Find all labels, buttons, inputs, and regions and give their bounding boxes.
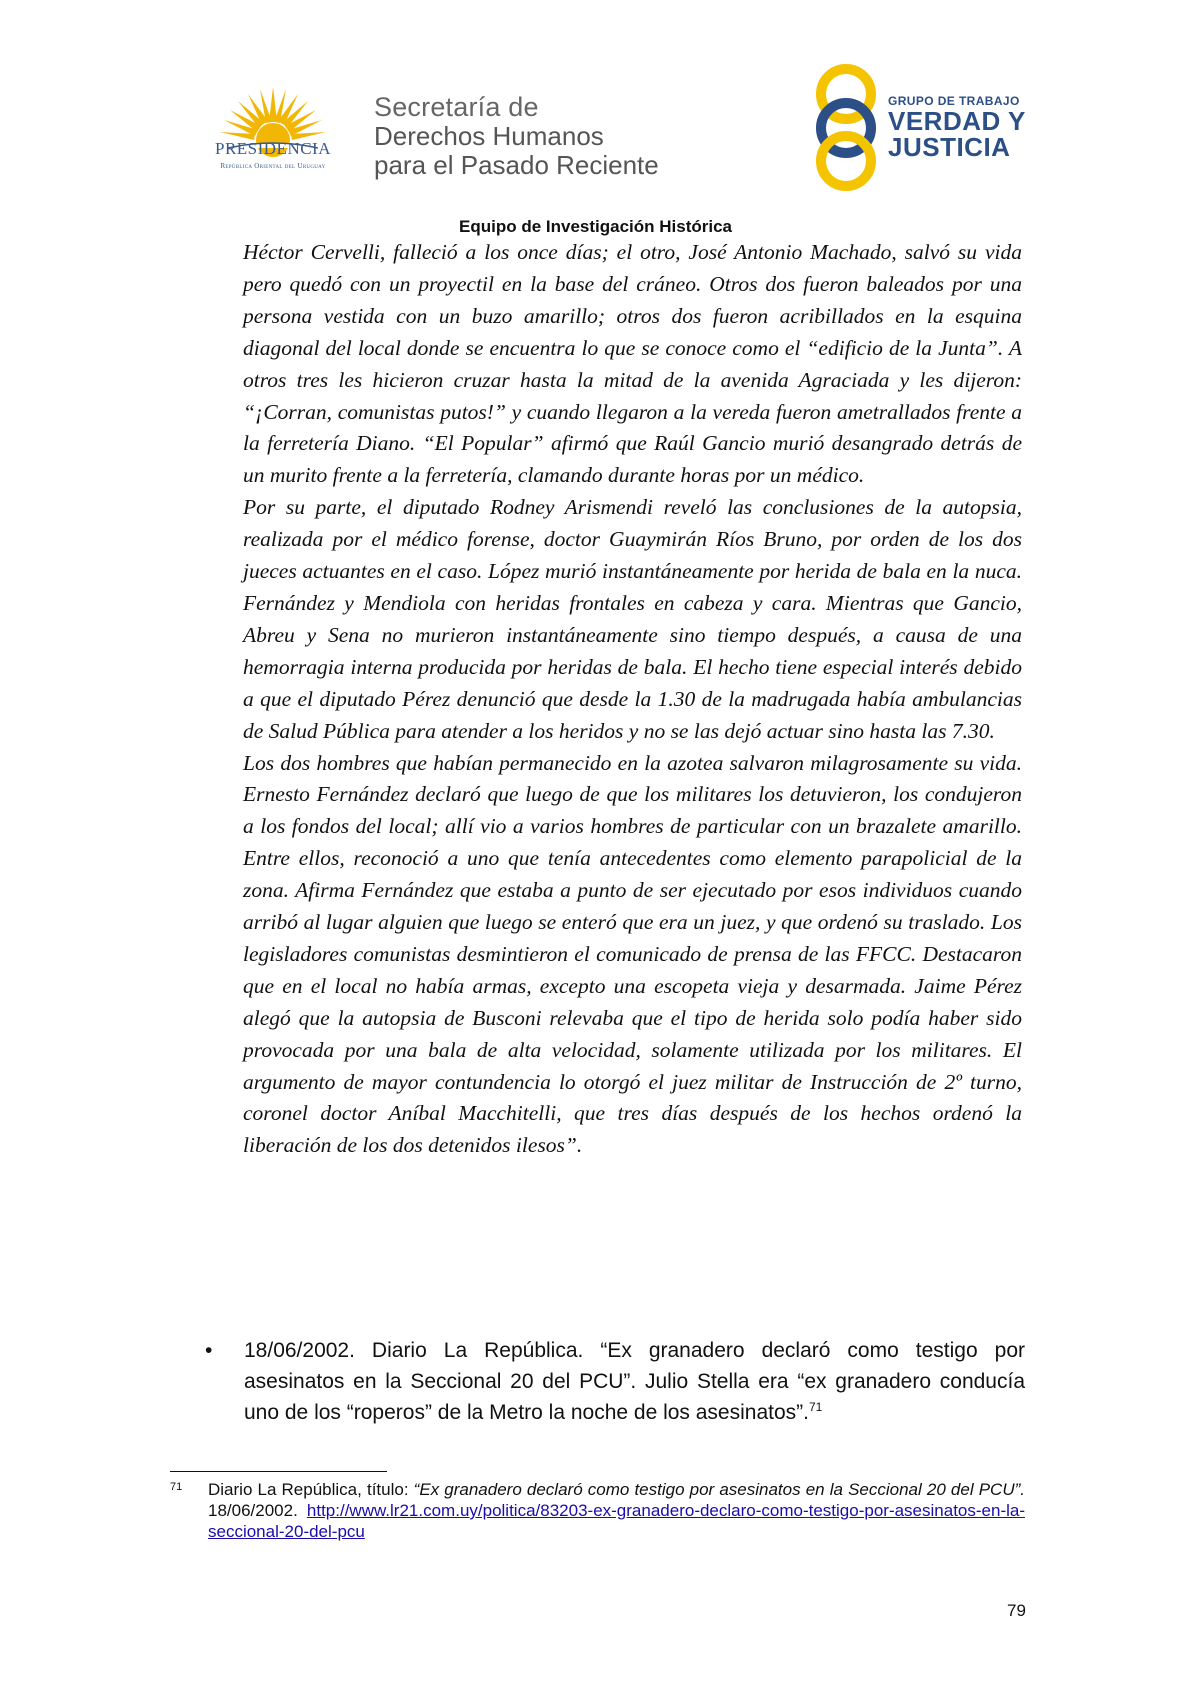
quoted-body — [243, 237, 1022, 1162]
bullet-text-block — [244, 1335, 1025, 1428]
page-header — [0, 0, 1191, 236]
footnote-text — [208, 1479, 1025, 1542]
footnote-title: “Ex granadero declaró como testigo por asesinatos en la Seccional 20 del PCU”. — [413, 1480, 1025, 1499]
body-paragraph-3: Los dos hombres que habían permanecido en la azotea salvaron milagrosamente su vida. Ernesto Fernández declaró que luego de que los militares los detuvieron, los condujeron a los fondos del local; allí vio a varios hombres de particular con un brazalete amarillo. Entre ellos, reconoció a uno que tenía antecedentes como elemento parapolicial de la zona. Afirma Fernández que estaba a punto de ser ejecutado por esos individuos cuando arribó al lugar alguien que luego se enteró que era un juez, y que ordenó su traslado. Los legisladores comunistas desmintieron el comunicado de prensa de las FFCC. Destacaron que en el local no había armas, excepto una escopeta vieja y desarmada. Jaime Pérez alegó que la autopsia de Busconi relevaba que el tipo de herida solo podía haber sido provocada por una bala de alta velocidad, solamente utilizada por los militares. El argumento de mayor contundencia lo otorgó el juez militar de Instrucción de 2º turno, coronel doctor Aníbal Macchitelli, que tres días después de los hechos ordenó la liberación de los dos detenidos ilesos”. — [243, 750, 1022, 1158]
team-title: Equipo de Investigación Histórica — [459, 217, 732, 236]
gtvj-line1: VERDAD Y — [888, 106, 1026, 136]
footnote-link[interactable]: http://www.lr21.com.uy/politica/83203-ex-granadero-declaro-como-testigo-por-asesinatos-en-la-seccional-20-del-pcu — [208, 1501, 1025, 1541]
gtvj-line2: JUSTICIA — [888, 132, 1011, 162]
secretaria-title — [374, 92, 659, 180]
body-paragraph-2: Por su parte, el diputado Rodney Arismendi reveló las conclusiones de la autopsia, realizada por el médico forense, doctor Guaymirán Ríos Bruno, por orden de los dos jueces actuantes en el caso. López murió instantáneamente por herida de bala en la nuca. Fernández y Mendiola con heridas frontales en cabeza y cara. Mientras que Gancio, Abreu y Sena no murieron instantáneamente sino tiempo después, a causa de una hemorragia interna producida por heridas de bala. El hecho tiene especial interés debido a que el diputado Pérez denunció que desde la 1.30 de la madrugada había ambulancias de Salud Pública para atender a los heridos y no se las dejó actuar sino hasta las 7.30. — [243, 495, 1022, 743]
bullet-marker: • — [205, 1339, 213, 1362]
gtvj-text — [888, 94, 1026, 160]
secretaria-line3: para el Pasado Reciente — [374, 150, 659, 180]
gtvj-small: GRUPO DE TRABAJO — [888, 94, 1020, 108]
footnote-number: 71 — [170, 1481, 183, 1493]
presidencia-logo — [198, 82, 348, 192]
footnote-ref[interactable]: 71 — [808, 1400, 823, 1414]
secretaria-line1: Secretaría de — [374, 92, 539, 122]
page-number: 79 — [1007, 1601, 1026, 1620]
presidencia-logo-text: PRESIDENCIA — [214, 139, 331, 158]
body-paragraph-1: Héctor Cervelli, falleció a los once días; el otro, José Antonio Machado, salvó su vida pero quedó con un proyectil en la base del cráneo. Otros dos fueron baleados por una persona vestida con un buzo amarillo; otros dos fueron acribillados en la esquina diagonal del local donde se encuentra lo que se conoce como el “edificio de la Junta”. A otros tres les hicieron cruzar hasta la mitad de la avenida Agraciada y les dijeron: “¡Corran, comunistas putos!” y cuando llegaron a la vereda fueron ametrallados frente a la ferretería Diano. “El Popular” afirmó que Raúl Gancio murió desangrado detrás de un murito frente a la ferretería, clamando durante horas por un médico. — [243, 240, 1022, 488]
footnote-separator — [170, 1471, 387, 1472]
linked-rings-icon — [812, 62, 892, 192]
bullet-item — [205, 1335, 1025, 1428]
presidencia-logo-subtext: República Oriental del Uruguay — [220, 162, 326, 170]
footnote-date: 18/06/2002. — [208, 1501, 307, 1520]
secretaria-line2: Derechos Humanos — [374, 121, 604, 151]
bullet-text: 18/06/2002. Diario La República. “Ex granadero declaró como testigo por asesinatos en la Seccional 20 del PCU”. Julio Stella era “ex granadero conducía uno de los “roperos” de la Metro la noche de los asesinatos”. — [244, 1339, 1025, 1424]
footnote — [170, 1479, 1025, 1542]
footnote-lead: Diario La República, título: — [208, 1480, 414, 1499]
sun-emblem-icon — [198, 82, 348, 192]
